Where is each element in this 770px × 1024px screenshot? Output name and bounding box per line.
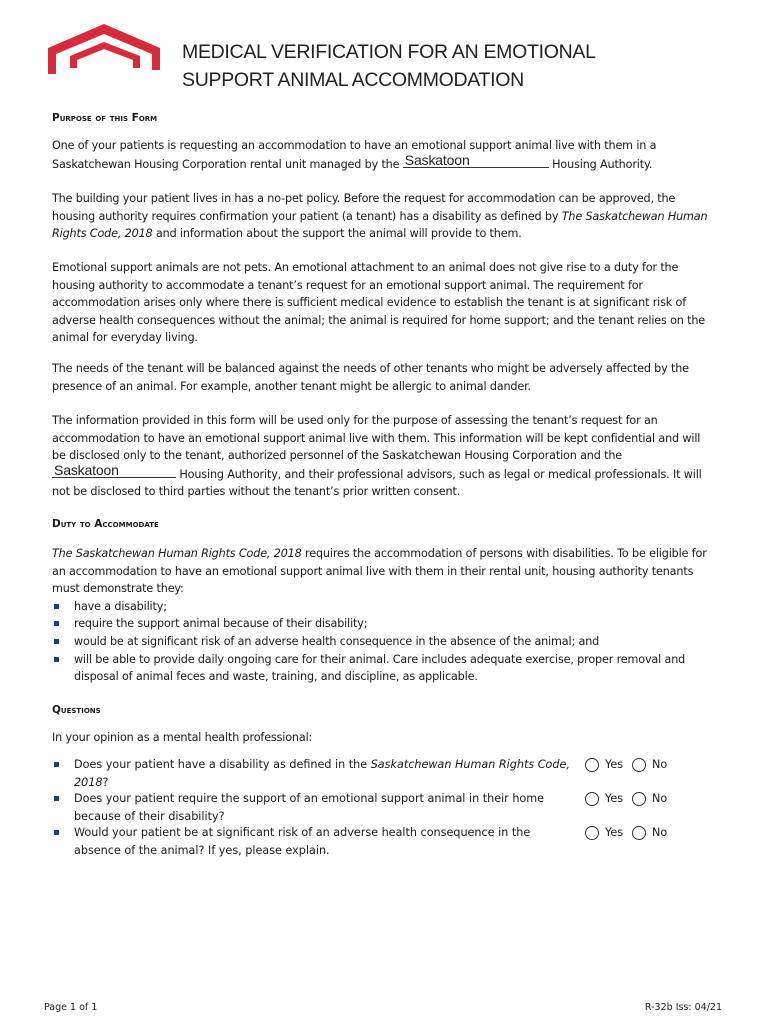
no-label: No (652, 792, 668, 805)
purpose-paragraph-4: The needs of the tenant will be balanced against the needs of other tenants who might be adversely affected by the presence of an animal. For example, another tenant might be allergic to animal dander. (52, 362, 689, 393)
housing-authority-value-2: Saskatoon (54, 461, 119, 478)
purpose-p2-a: The building your patient lives in has a no-pet policy. Before the request for accommodation can be approved, the (52, 192, 676, 205)
question-1-code: Saskatchewan Human Rights Code, 2018 (74, 758, 570, 789)
purpose-paragraph-5 (52, 412, 712, 501)
q2-no-option[interactable] (632, 790, 667, 808)
radio-button[interactable] (632, 826, 646, 840)
q1-yes-option[interactable] (585, 756, 623, 774)
purpose-p5-a: The information provided in this form will be used only for the purpose of assessing the tenant’s request for an accommodation to have an emotional support animal live with them. This information will be kept confidential and will be disclosed only to the tenant, authorized personnel of the Saskatchewan Housing Corporation and the (52, 414, 701, 463)
yes-label: Yes (605, 792, 624, 805)
purpose-p1-line-c: Housing Authority. (552, 157, 653, 171)
list-item (52, 598, 712, 616)
house-roof-logo (44, 18, 162, 78)
housing-authority-value: Saskatoon (404, 151, 470, 168)
duty-criteria-list (52, 598, 712, 686)
no-label: No (652, 758, 668, 771)
section-heading-purpose: Purpose of this Form (52, 112, 158, 124)
purpose-p2-b: housing authority requires confirmation your patient (a tenant) has a disability as defined by (52, 209, 559, 223)
bullet-icon (54, 639, 59, 644)
question-text-2: Does your patient require the support of an emotional support animal in their home because of their disability? (74, 792, 545, 823)
yes-label: Yes (605, 758, 624, 771)
bullet-icon (54, 604, 59, 609)
housing-authority-field-2[interactable] (52, 461, 176, 478)
page-number: Page 1 of 1 (44, 1002, 98, 1013)
list-item (52, 633, 712, 651)
bullet-icon (54, 762, 59, 767)
purpose-p1-line-b: Saskatchewan Housing Corporation rental unit managed by the (52, 157, 400, 171)
list-item (52, 651, 712, 686)
question-1-b: ? (102, 775, 109, 789)
purpose-p2-c: and information about the support the animal will provide to them. (155, 227, 522, 241)
bullet-icon (54, 830, 59, 835)
q3-no-option[interactable] (632, 824, 667, 842)
radio-button[interactable] (585, 826, 599, 840)
duty-code-ref: The Saskatchewan Human Rights Code, 2018 (52, 547, 302, 560)
criteria-text: have a disability; (74, 599, 167, 613)
human-rights-code-ref: The Saskatchewan Human Rights Code, 2018 (52, 209, 708, 241)
question-1-a: Does your patient have a disability as defined in the (74, 758, 368, 771)
title-line-1: MEDICAL VERIFICATION FOR AN EMOTIONAL (182, 41, 596, 63)
duty-section (52, 545, 712, 686)
question-text-3: Would your patient be at significant risk of an adverse health consequence in the absence of the animal? If yes, please explain. (74, 826, 531, 857)
purpose-p1-line-a: One of your patients is requesting an accommodation to have an emotional support animal live with them in a (52, 139, 657, 152)
radio-button[interactable] (585, 758, 599, 772)
bullet-icon (54, 621, 59, 626)
radio-button[interactable] (585, 792, 599, 806)
form-id: R-32b Iss: 04/21 (644, 1002, 722, 1013)
section-heading-questions: Questions (52, 704, 101, 716)
purpose-paragraph-3: Emotional support animals are not pets. An emotional attachment to an animal does not give rise to a duty for the housing authority to accommodate a tenant’s request for an emotional support animal. The requirement for accommodation arises only where there is sufficient medical evidence to establish the tenant is at significant risk of adverse health consequences without the animal; the animal is required for home support; and the tenant relies on the animal for everyday living. (52, 261, 706, 345)
purpose-paragraph-2 (52, 190, 712, 243)
purpose-paragraph-1 (52, 137, 712, 173)
q1-no-option[interactable] (632, 756, 667, 774)
form-title (182, 38, 742, 94)
criteria-text: will be able to provide daily ongoing care for their animal. Care includes adequate exercise, proper removal and disposal of animal feces and waste, training, and discipline, as applicable. (74, 652, 686, 684)
criteria-text: would be at significant risk of an adverse health consequence in the absence of the animal; and (74, 634, 600, 648)
radio-button[interactable] (632, 792, 646, 806)
duty-intro-text: requires the accommodation of persons with disabilities. To be eligible for an accommodation to have an emotional support animal live with them in their rental unit, housing authority tenants must demonstrate they: (52, 547, 707, 596)
bullet-icon (54, 796, 59, 801)
bullet-icon (54, 657, 59, 662)
housing-authority-field[interactable] (403, 151, 549, 168)
q3-yes-option[interactable] (585, 824, 623, 842)
section-heading-duty: Duty to Accommodate (52, 518, 159, 530)
questions-intro: In your opinion as a mental health professional: (52, 731, 313, 744)
purpose-p5-b: Housing Authority, and their professional advisors, such as legal or medical professionals. It will not be disclosed to third parties without the tenant’s prior written consent. (52, 467, 702, 499)
question-text-1 (74, 756, 574, 791)
list-item (52, 615, 712, 633)
q2-yes-option[interactable] (585, 790, 623, 808)
no-label: No (652, 826, 668, 839)
duty-intro (52, 545, 712, 598)
radio-button[interactable] (632, 758, 646, 772)
yes-label: Yes (605, 826, 624, 839)
title-line-2: SUPPORT ANIMAL ACCOMMODATION (182, 69, 524, 91)
criteria-text: require the support animal because of their disability; (74, 617, 368, 631)
